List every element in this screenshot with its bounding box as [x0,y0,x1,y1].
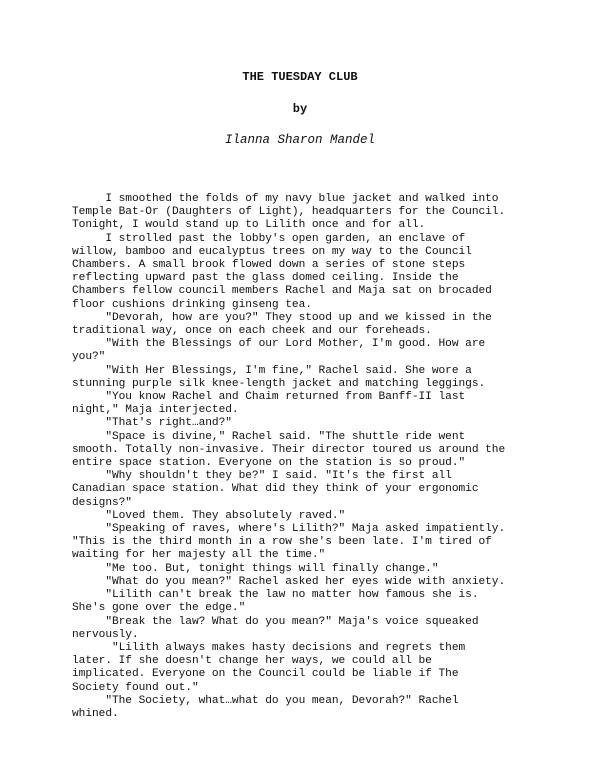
body-line: stunning purple silk knee-length jacket and matching leggings. [72,377,486,390]
body-line: Society found out." [72,681,199,694]
byline: by [292,102,308,116]
body-line: "Me too. But, tonight things will finally change." [72,562,439,575]
body-line: Temple Bat-Or (Daughters of Light), headquarters for the Council. [72,206,506,219]
body-line: you?" [72,351,106,364]
body-line: willow, bamboo and eucalyptus trees on my way to the Council [72,245,472,258]
body-line: nervously. [72,628,139,641]
story-title: THE TUESDAY CLUB [242,70,358,84]
body-line: "That's right…and?" [72,417,232,430]
body-line: Chambers fellow council members Rachel and Maja sat on brocaded [72,285,492,298]
body-line: "With Her Blessings, I'm fine," Rachel said. She wore a [72,364,472,377]
body-line: "Lilith always makes hasty decisions and regrets them [72,641,466,654]
body-line: Tonight, I would stand up to Lilith once and for all. [72,219,426,232]
body-line: later. If she doesn't change her ways, we could all be [72,655,432,668]
body-line: "Loved them. They absolutely raved." [72,509,346,522]
body-line: night," Maja interjected. [72,404,239,417]
body-line: "Space is divine," Rachel said. "The shuttle ride went [72,430,466,443]
body-line: "This is the third month in a row she's been late. I'm tired of [72,536,492,549]
body-line: "With the Blessings of our Lord Mother, I'm good. How are [72,338,486,351]
body-line: Chambers. A small brook flowed down a series of stone steps [72,259,466,272]
body-line: reflecting upward past the glass domed ceiling. Inside the [72,272,459,285]
story-body [72,193,542,721]
body-line: "Devorah, how are you?" They stood up and we kissed in the [72,311,492,324]
body-line: "Speaking of raves, where's Lilith?" Maja asked impatiently. [72,523,506,536]
body-line: Canadian space station. What did they think of your ergonomic [72,483,479,496]
body-line: smooth. Totally non-invasive. Their director toured us around the [72,443,506,456]
body-line: traditional way, once on each cheek and our foreheads. [72,325,432,338]
body-line: floor cushions drinking ginseng tea. [72,298,312,311]
body-line: whined. [72,707,119,720]
body-line: entire space station. Everyone on the station is so proud." [72,457,466,470]
body-line: "You know Rachel and Chaim returned from Banff-II last [72,391,466,404]
body-line: waiting for her majesty all the time." [72,549,326,562]
body-line: "Why shouldn't they be?" I said. "It's the first all [72,470,452,483]
body-line: implicated. Everyone on the Council could be liable if The [72,668,459,681]
author-name: Ilanna Sharon Mandel [224,133,376,147]
body-line: "What do you mean?" Rachel asked her eyes wide with anxiety. [72,575,506,588]
body-line: She's gone over the edge." [72,602,246,615]
body-line: "Break the law? What do you mean?" Maja's voice squeaked [72,615,479,628]
body-line: I smoothed the folds of my navy blue jacket and walked into [72,193,499,205]
body-line: "Lilith can't break the law no matter how famous she is. [72,589,479,602]
body-line: "The Society, what…what do you mean, Devorah?" Rachel [72,694,459,707]
body-line: designs?" [72,496,132,509]
body-line: I strolled past the lobby's open garden, an enclave of [72,232,466,245]
